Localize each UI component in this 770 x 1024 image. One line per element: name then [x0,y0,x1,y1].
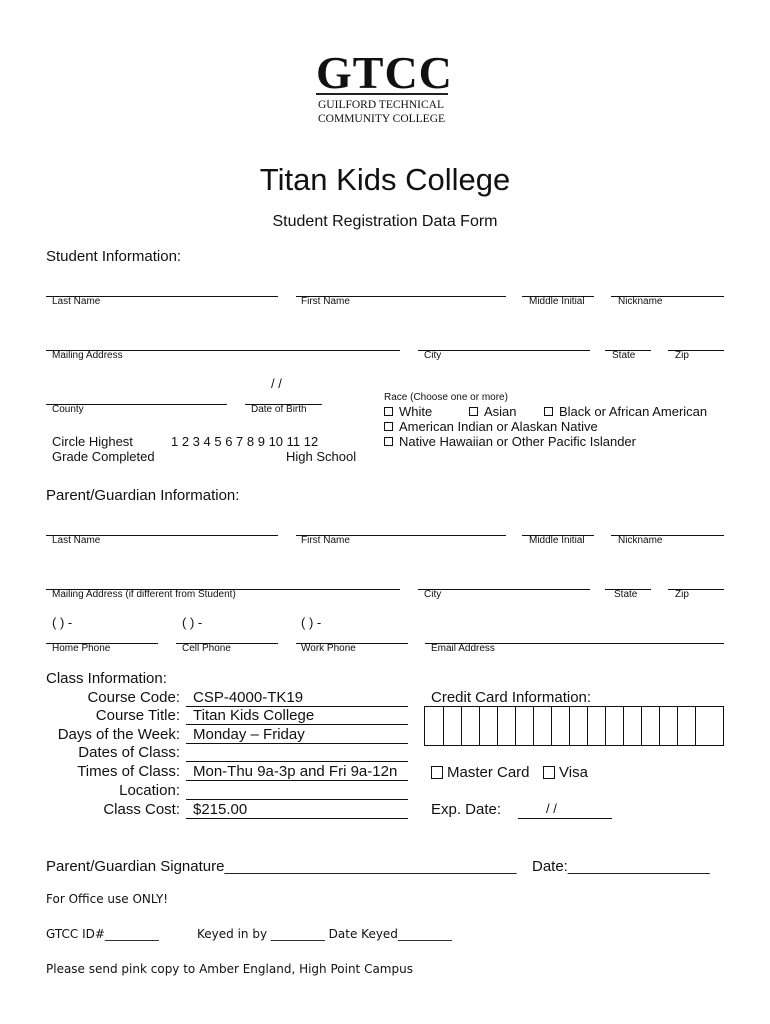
grade-options[interactable]: 1 2 3 4 5 6 7 8 9 10 11 12 [171,434,319,449]
exp-date-slashes: / / [546,801,557,816]
card-digit-divider [659,707,660,745]
cost-value: $215.00 [193,801,248,818]
card-digit-divider [551,707,552,745]
cell-phone-mask: ( ) - [182,615,203,630]
email-label: Email Address [431,643,495,654]
race-asian-option [469,404,517,419]
work-phone-label: Work Phone [301,643,356,654]
card-digit-divider [587,707,588,745]
parent-heading: Parent/Guardian Information: [46,487,240,504]
card-digit-divider [641,707,642,745]
logo-line2: COMMUNITY COLLEGE [318,113,446,125]
student-nickname-label: Nickname [618,296,663,307]
exp-date-label: Exp. Date: [431,801,502,818]
home-phone-label: Home Phone [52,643,111,654]
county-label: County [52,404,84,415]
dates-label: Dates of Class: [78,744,180,761]
credit-heading: Credit Card Information: [431,689,592,706]
card-digit-divider [605,707,606,745]
parent-nickname-label: Nickname [618,535,663,546]
parent-state-label: State [614,589,638,600]
course-title-label: Course Title: [95,707,180,724]
student-state-label: State [612,350,636,361]
grade-completed-label: Grade Completed [52,449,155,464]
course-title-value: Titan Kids College [193,707,315,724]
card-digit-divider [443,707,444,745]
logo-line1: GUILFORD TECHNICAL [318,99,444,111]
signature-date[interactable]: Date:_________________ [532,858,710,875]
location-line[interactable] [186,799,408,800]
student-first-name-label: First Name [301,296,350,307]
master-card-label: Master Card [447,764,530,781]
parent-zip-label: Zip [675,589,689,600]
logo-name: GTCC [316,47,453,98]
office-use-heading: For Office use ONLY! [46,892,169,906]
master-card-checkbox[interactable] [431,766,443,779]
visa-checkbox[interactable] [543,766,555,779]
visa-label: Visa [559,764,588,781]
race-native-option [384,419,598,434]
gtcc-logo [312,48,452,132]
card-digit-divider [695,707,696,745]
exp-date-line[interactable] [518,818,612,819]
card-number-boxes[interactable] [424,706,724,746]
card-digit-divider [515,707,516,745]
student-city-line[interactable] [418,350,590,351]
days-label: Days of the Week: [57,726,180,743]
high-school-label: High School [286,449,357,464]
cell-phone-label: Cell Phone [182,643,231,654]
gtcc-id-field[interactable]: GTCC ID#_________ [46,927,159,941]
course-title-line [186,724,408,725]
parent-last-name-label: Last Name [52,535,101,546]
race-black-option [544,404,707,419]
race-pacific-option [384,434,636,449]
race-white-checkbox[interactable] [384,407,393,416]
parent-city-label: City [424,589,442,600]
parent-address-label: Mailing Address (if different from Student) [52,589,236,600]
dob-slashes: / / [271,376,282,391]
card-digit-divider [569,707,570,745]
page-subtitle: Student Registration Data Form [272,213,498,230]
parent-first-name-label: First Name [301,535,350,546]
visa-option [543,764,588,781]
cost-line [186,818,408,819]
student-address-label: Mailing Address [52,350,123,361]
race-asian-checkbox[interactable] [469,407,478,416]
master-card-option [431,764,530,781]
guardian-signature[interactable]: Parent/Guardian Signature___________________________________ [46,858,517,875]
race-native-label: American Indian or Alaskan Native [399,419,598,434]
race-pacific-label: Native Hawaiian or Other Pacific Islander [399,434,636,449]
days-value: Monday – Friday [193,726,305,743]
location-label: Location: [119,782,180,799]
student-city-label: City [424,350,442,361]
student-heading: Student Information: [46,248,182,265]
circle-highest-label: Circle Highest [52,434,133,449]
home-phone-mask: ( ) - [52,615,73,630]
race-row-1 [384,404,432,419]
card-digit-divider [533,707,534,745]
keyed-in-by-field[interactable]: Keyed in by _________ Date Keyed_________ [197,927,452,941]
card-digit-divider [461,707,462,745]
class-heading: Class Information: [46,670,167,687]
times-label: Times of Class: [77,763,180,780]
card-digit-divider [479,707,480,745]
race-pacific-checkbox[interactable] [384,437,393,446]
days-line [186,743,408,744]
student-zip-label: Zip [675,350,689,361]
card-digit-divider [623,707,624,745]
logo-divider [316,93,448,95]
parent-city-line[interactable] [418,589,590,590]
times-line [186,780,408,781]
race-asian-label: Asian [484,404,517,419]
course-code-label: Course Code: [87,689,180,706]
card-digit-divider [677,707,678,745]
parent-middle-initial-label: Middle Initial [529,535,585,546]
race-native-checkbox[interactable] [384,422,393,431]
cost-label: Class Cost: [103,801,180,818]
times-value: Mon-Thu 9a-3p and Fri 9a-12n [193,763,398,780]
student-middle-initial-label: Middle Initial [529,296,585,307]
student-last-name-label: Last Name [52,296,101,307]
course-code-value: CSP-4000-TK19 [193,689,304,706]
race-label: Race (Choose one or more) [384,392,508,403]
race-black-label: Black or African American [559,404,708,419]
race-white-label: White [399,404,433,419]
dates-line[interactable] [186,761,408,762]
work-phone-mask: ( ) - [301,615,322,630]
dob-label: Date of Birth [251,404,307,415]
race-black-checkbox[interactable] [544,407,553,416]
card-digit-divider [497,707,498,745]
page-title: Titan Kids College [259,162,511,197]
pink-copy-note: Please send pink copy to Amber England, High Point Campus [46,962,413,976]
course-code-line [186,706,408,707]
